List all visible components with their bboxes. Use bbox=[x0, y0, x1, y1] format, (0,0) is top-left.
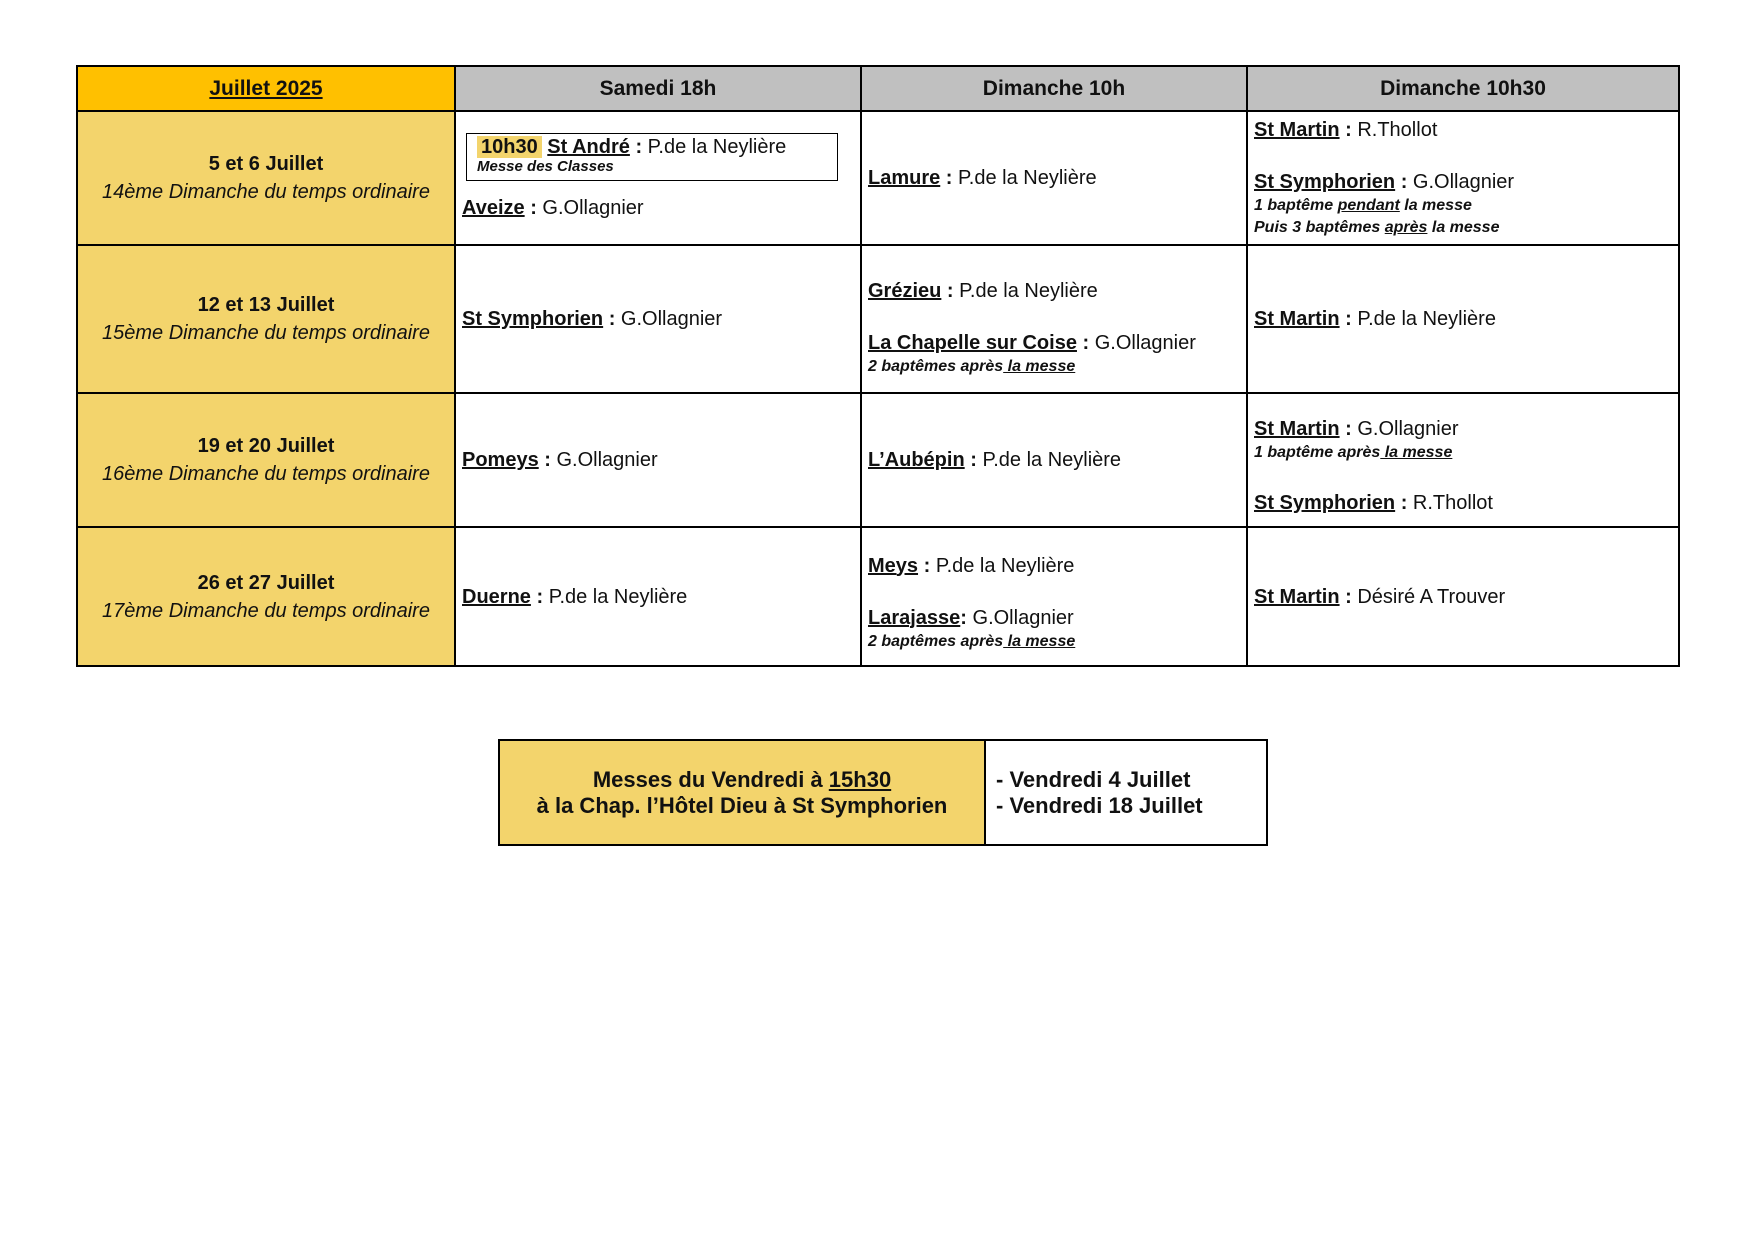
sunday-10h-header: Dimanche 10h bbox=[861, 66, 1247, 111]
priest-name: P.de la Neylière bbox=[959, 280, 1098, 302]
baptism-note: 1 baptême pendant la messe bbox=[1254, 197, 1472, 214]
date-cell bbox=[77, 393, 455, 527]
place-name: St Martin bbox=[1254, 308, 1340, 330]
saturday-cell: Duerne : P.de la Neylière bbox=[455, 527, 861, 666]
special-mass-box: 10h30 St André : P.de la Neylière Messe des Classes bbox=[466, 133, 838, 181]
priest-name: P.de la Neylière bbox=[548, 585, 688, 608]
place-name: Duerne bbox=[462, 585, 531, 608]
priest-name: G.Ollagnier bbox=[972, 606, 1074, 629]
sunday-10h-cell: Grézieu : P.de la Neylière La Chapelle sur Coise : G.Ollagnier 2 baptêmes après la messe bbox=[861, 245, 1247, 393]
baptism-note: Puis 3 baptêmes après la messe bbox=[1254, 219, 1500, 236]
weekend-dates: 19 et 20 Juillet bbox=[197, 435, 335, 457]
baptism-note: 2 baptêmes après la messe bbox=[868, 358, 1076, 375]
priest-name: G.Ollagnier bbox=[1357, 418, 1459, 440]
place-name: Larajasse bbox=[868, 606, 961, 629]
sunday-10h-cell: Meys : P.de la Neylière Larajasse: G.Ollagnier 2 baptêmes après la messe bbox=[861, 527, 1247, 666]
liturgical-sunday: 15ème Dimanche du temps ordinaire bbox=[102, 322, 430, 344]
table-row bbox=[77, 245, 1679, 393]
weekend-dates: 5 et 6 Juillet bbox=[208, 153, 324, 175]
sunday-10h30-header: Dimanche 10h30 bbox=[1247, 66, 1679, 111]
place-name: La Chapelle sur Coise bbox=[868, 332, 1077, 354]
table-row bbox=[77, 527, 1679, 666]
priest-name: R.Thollot bbox=[1357, 119, 1438, 141]
header-row bbox=[77, 66, 1679, 111]
place-name: St Martin bbox=[1254, 119, 1340, 141]
priest-name: G.Ollagnier bbox=[556, 449, 658, 471]
priest-name: Désiré A Trouver bbox=[1357, 585, 1506, 608]
saturday-cell: 10h30 St André : P.de la Neylière Messe des Classes Aveize : G.Ollagnier bbox=[455, 111, 861, 245]
weekend-dates: 26 et 27 Juillet bbox=[197, 571, 335, 594]
date-cell bbox=[77, 527, 455, 666]
sunday-10h30-cell: St Martin : G.Ollagnier 1 baptême après la messe St Symphorien : R.Thollot bbox=[1247, 393, 1679, 527]
priest-name: R.Thollot bbox=[1412, 492, 1493, 514]
liturgical-sunday: 17ème Dimanche du temps ordinaire bbox=[102, 599, 430, 622]
sunday-10h-cell: L’Aubépin : P.de la Neylière bbox=[861, 393, 1247, 527]
priest-name: P.de la Neylière bbox=[958, 167, 1097, 189]
friday-dates-cell bbox=[985, 740, 1267, 845]
place-name: St Symphorien bbox=[1254, 171, 1396, 193]
liturgical-sunday: 16ème Dimanche du temps ordinaire bbox=[102, 463, 430, 485]
saturday-cell: Pomeys : G.Ollagnier bbox=[455, 393, 861, 527]
friday-date: - Vendredi 18 Juillet bbox=[996, 792, 1203, 818]
date-cell bbox=[77, 111, 455, 245]
mass-note: Messe des Classes bbox=[477, 158, 614, 175]
place-name: St Martin bbox=[1254, 585, 1340, 608]
sunday-10h30-cell: St Martin : Désiré A Trouver bbox=[1247, 527, 1679, 666]
table-row bbox=[77, 393, 1679, 527]
special-time: 10h30 bbox=[477, 136, 542, 158]
place-name: Aveize bbox=[462, 197, 525, 219]
priest-name: G.Ollagnier bbox=[1094, 332, 1196, 354]
saturday-header: Samedi 18h bbox=[455, 66, 861, 111]
priest-name: P.de la Neylière bbox=[982, 449, 1122, 471]
place-name: St Symphorien bbox=[1254, 492, 1396, 514]
baptism-note: 1 baptême après la messe bbox=[1254, 444, 1453, 461]
friday-masses-table bbox=[498, 739, 1268, 846]
friday-row bbox=[499, 740, 1267, 845]
place-name: Lamure bbox=[868, 167, 941, 189]
place-name: St André bbox=[547, 136, 630, 158]
liturgical-sunday: 14ème Dimanche du temps ordinaire bbox=[102, 181, 430, 203]
date-cell bbox=[77, 245, 455, 393]
priest-name: G.Ollagnier bbox=[1412, 171, 1515, 193]
friday-title-line2: à la Chap. l’Hôtel Dieu à St Symphorien bbox=[536, 792, 948, 818]
baptism-note: 2 baptêmes après la messe bbox=[868, 632, 1076, 650]
mass-schedule-table bbox=[76, 65, 1680, 667]
place-name: Pomeys bbox=[462, 449, 539, 471]
table-row bbox=[77, 111, 1679, 245]
friday-time: 15h30 bbox=[828, 766, 892, 792]
friday-date: - Vendredi 4 Juillet bbox=[996, 766, 1191, 792]
place-name: St Symphorien bbox=[462, 308, 604, 330]
sunday-10h30-cell: St Martin : R.Thollot St Symphorien : G.Ollagnier 1 baptême pendant la messe Puis 3 baptêmes après la messe bbox=[1247, 111, 1679, 245]
place-name: St Martin bbox=[1254, 418, 1340, 440]
priest-name: P.de la Neylière bbox=[935, 554, 1075, 577]
friday-title-line1: Messes du Vendredi à 15h30 bbox=[592, 766, 892, 792]
place-name: L’Aubépin bbox=[868, 449, 965, 471]
sunday-10h30-cell: St Martin : P.de la Neylière bbox=[1247, 245, 1679, 393]
priest-name: G.Ollagnier bbox=[542, 197, 644, 219]
place-name: Meys bbox=[868, 554, 919, 577]
saturday-cell: St Symphorien : G.Ollagnier bbox=[455, 245, 861, 393]
place-name: Grézieu bbox=[868, 280, 942, 302]
priest-name: P.de la Neylière bbox=[647, 136, 787, 158]
month-header: Juillet 2025 bbox=[77, 66, 455, 111]
weekend-dates: 12 et 13 Juillet bbox=[197, 294, 335, 316]
friday-title-cell bbox=[499, 740, 985, 845]
priest-name: P.de la Neylière bbox=[1357, 308, 1496, 330]
priest-name: G.Ollagnier bbox=[620, 308, 723, 330]
sunday-10h-cell: Lamure : P.de la Neylière bbox=[861, 111, 1247, 245]
